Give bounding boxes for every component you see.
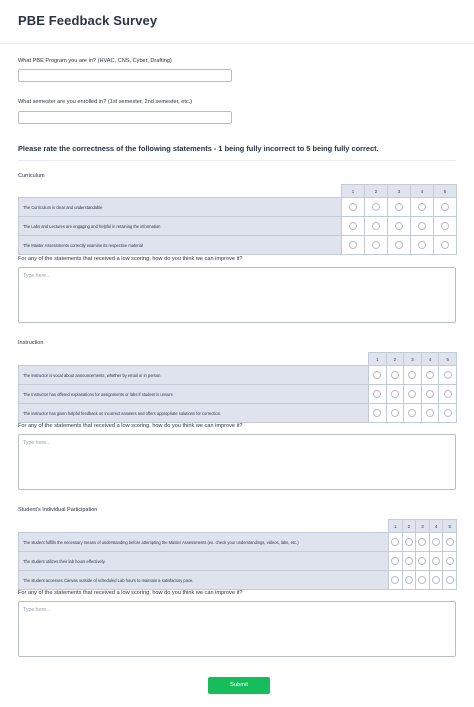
rating-radio-4[interactable] [418,203,426,211]
rating-cell [369,404,387,423]
rating-cell [404,385,422,404]
rating-radio-1[interactable] [349,241,357,249]
rating-cell [404,404,422,423]
matrix-row [19,533,457,552]
statement-label: The student utilizes their lab hours effectively. [19,552,389,571]
scale-header-1: 1 [342,185,365,198]
rating-cell [434,236,457,255]
curriculum-matrix [18,184,457,255]
scale-header-1: 1 [369,353,387,366]
program-input[interactable] [18,69,232,82]
rating-cell [439,404,457,423]
rating-instructions-heading: Please rate the correctness of the following statements - 1 being fully incorrect to 5 being fully correct. [18,144,379,153]
rating-radio-5[interactable] [441,222,449,230]
rating-radio-3[interactable] [418,538,426,546]
rating-cell [389,571,403,590]
instruction-matrix [18,352,457,423]
scale-header-2: 2 [365,185,388,198]
curriculum-improve-label: For any of the statements that received a low scoring, how do you think we can improve it? [18,256,243,262]
scale-header-1: 1 [389,520,403,533]
participation-matrix [18,519,457,590]
rating-cell [342,198,365,217]
rating-cell [421,404,439,423]
scale-header-3: 3 [404,353,422,366]
form-header [0,0,474,44]
instruction-improve-textarea[interactable]: Type here... [18,434,456,490]
rating-radio-5[interactable] [444,409,452,417]
rating-cell [369,366,387,385]
rating-cell [386,366,404,385]
rating-cell [386,385,404,404]
rating-cell [365,236,388,255]
rating-cell [443,533,457,552]
rating-radio-3[interactable] [418,576,426,584]
rating-cell [369,385,387,404]
participation-improve-label: For any of the statements that received a low scoring, how do you think we can improve it? [18,590,243,596]
rating-cell [434,198,457,217]
rating-radio-2[interactable] [391,371,399,379]
rating-radio-4[interactable] [426,371,434,379]
participation-improve-textarea[interactable]: Type here... [18,601,456,657]
rating-radio-1[interactable] [373,390,381,398]
rating-cell [342,236,365,255]
rating-cell [411,217,434,236]
instruction-label: Instruction [18,340,44,346]
instruction-improve-label: For any of the statements that received a low scoring, how do you think we can improve it? [18,423,243,429]
scale-header-4: 4 [411,185,434,198]
rating-cell [421,385,439,404]
matrix-corner [19,185,342,198]
rating-radio-3[interactable] [408,409,416,417]
scale-header-5: 5 [443,520,457,533]
statement-label: The student fulfills the necessary means of understanding before attempting the Master Assessments (ex. check your understandings, videos, labs, etc.) [19,533,389,552]
matrix-row [19,571,457,590]
rating-cell [404,366,422,385]
rating-radio-5[interactable] [441,203,449,211]
rating-radio-5[interactable] [446,576,454,584]
rating-radio-1[interactable] [391,538,399,546]
rating-radio-1[interactable] [391,576,399,584]
rating-radio-5[interactable] [444,371,452,379]
semester-input[interactable] [18,111,232,124]
rating-cell [429,571,443,590]
scale-header-4: 4 [429,520,443,533]
matrix-row [19,385,457,404]
rating-radio-2[interactable] [391,390,399,398]
rating-cell [421,366,439,385]
rating-cell [389,533,403,552]
rating-radio-3[interactable] [395,203,403,211]
rating-cell [388,217,411,236]
rating-radio-2[interactable] [372,222,380,230]
rating-radio-4[interactable] [432,538,440,546]
rating-cell [388,236,411,255]
participation-label: Student's Individual Participation [18,507,98,513]
matrix-row [19,366,457,385]
rating-radio-4[interactable] [418,241,426,249]
rating-cell [342,217,365,236]
rating-cell [439,366,457,385]
scale-header-5: 5 [434,185,457,198]
rating-cell [365,198,388,217]
rating-cell [443,571,457,590]
statement-label: The Labs and Lectures are engaging and helpful in retaining the information [19,217,342,236]
rating-radio-2[interactable] [372,203,380,211]
rating-cell [443,552,457,571]
rating-cell [389,552,403,571]
rating-radio-5[interactable] [446,538,454,546]
submit-button[interactable]: Submit [208,677,270,694]
rating-radio-2[interactable] [405,538,413,546]
rating-cell [439,385,457,404]
statement-label: The Curriculum is clear and understandable [19,198,342,217]
rating-radio-1[interactable] [349,222,357,230]
scale-header-2: 2 [386,353,404,366]
program-question-label: What PBE Program you are in? (HVAC, CNS, Cyber, Drafting) [18,58,172,64]
statement-label: The instructor is vocal about announcements, whether by email or in person [19,366,369,385]
rating-cell [386,404,404,423]
scale-header-5: 5 [439,353,457,366]
statement-label: The student accesses Canvas outside of scheduled Lab hours to maintain a satisfactory pace. [19,571,389,590]
rating-radio-3[interactable] [408,371,416,379]
curriculum-improve-textarea[interactable]: Type here... [18,267,456,323]
scale-header-3: 3 [416,520,430,533]
matrix-row [19,198,457,217]
scale-header-4: 4 [421,353,439,366]
rating-radio-2[interactable] [405,557,413,565]
rating-radio-1[interactable] [391,557,399,565]
rating-radio-1[interactable] [373,371,381,379]
matrix-row [19,552,457,571]
scale-header-3: 3 [388,185,411,198]
rating-radio-3[interactable] [395,241,403,249]
matrix-corner [19,520,389,533]
matrix-row [19,236,457,255]
rating-radio-3[interactable] [395,222,403,230]
form-title: PBE Feedback Survey [18,13,158,28]
scale-header-2: 2 [402,520,416,533]
rating-cell [411,198,434,217]
rating-cell [402,552,416,571]
semester-question-label: What semester are you enrolled in? (1st semester, 2nd semester, etc.) [18,99,193,105]
rating-radio-2[interactable] [372,241,380,249]
rating-radio-4[interactable] [432,576,440,584]
rating-cell [416,571,430,590]
rating-radio-4[interactable] [426,409,434,417]
rating-cell [402,533,416,552]
rating-radio-5[interactable] [444,390,452,398]
rating-cell [365,217,388,236]
rating-cell [429,533,443,552]
rating-cell [434,217,457,236]
rating-cell [416,552,430,571]
rating-radio-2[interactable] [405,576,413,584]
rating-radio-5[interactable] [441,241,449,249]
rating-cell [429,552,443,571]
statement-label: The instructor has given helpful feedback on incorrect answers and offers appropriate solutions for correction. [19,404,369,423]
rating-radio-4[interactable] [432,557,440,565]
matrix-row [19,404,457,423]
rating-radio-2[interactable] [391,409,399,417]
statement-label: The Master Assessments correctly examine its respective material [19,236,342,255]
matrix-corner [19,353,369,366]
rating-radio-1[interactable] [349,203,357,211]
rating-cell [402,571,416,590]
matrix-row [19,217,457,236]
rating-radio-3[interactable] [408,390,416,398]
curriculum-label: Curriculum [18,173,45,179]
rating-radio-3[interactable] [418,557,426,565]
rating-cell [416,533,430,552]
rating-radio-4[interactable] [418,222,426,230]
rating-cell [388,198,411,217]
rating-radio-5[interactable] [446,557,454,565]
rating-cell [411,236,434,255]
rating-radio-1[interactable] [373,409,381,417]
rating-radio-4[interactable] [426,390,434,398]
heading-divider [18,160,456,161]
statement-label: The Instructor has offered explanations for assignments or labs if student is unsure [19,385,369,404]
